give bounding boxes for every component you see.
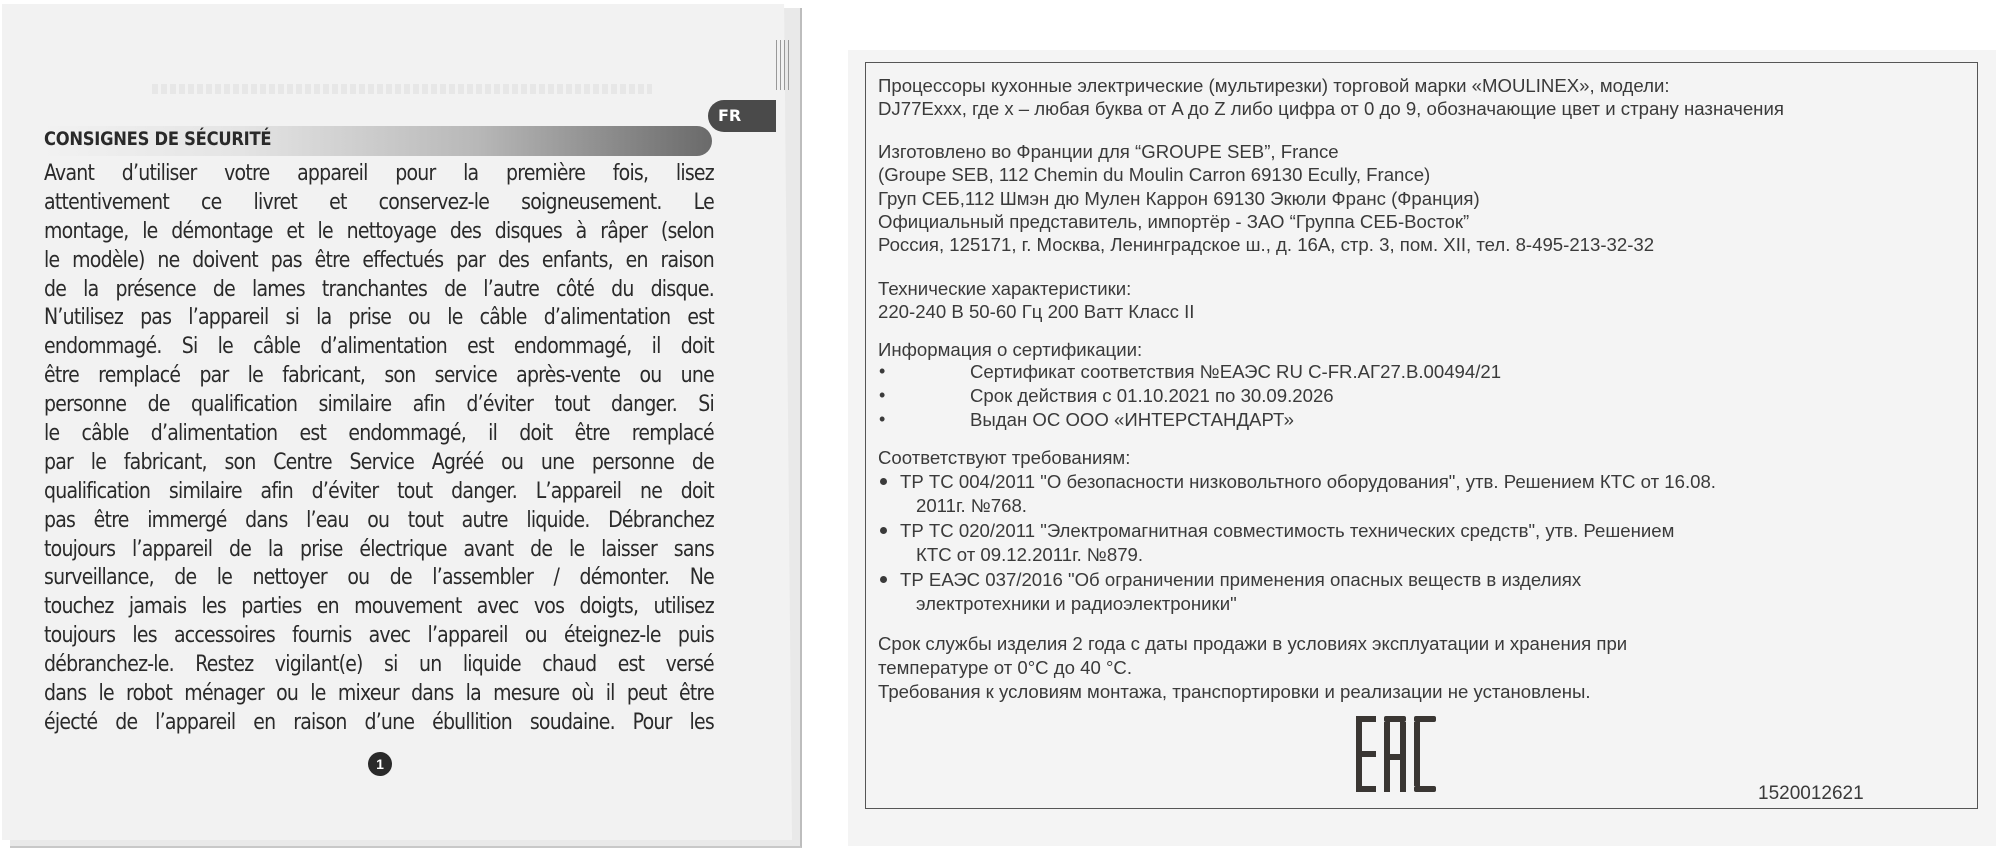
safety-text-line: toujours l’appareil de la prise électrique avant de le laisser sans <box>44 536 714 562</box>
service-life-line: Требования к условиям монтажа, транспортировки и реализации не установлены. <box>878 681 1591 702</box>
safety-text-line: par le fabricant, son Centre Service Agréé ou une personne de <box>44 449 714 475</box>
safety-text-line: surveillance, de le nettoyer ou de l’assembler / démonter. Ne <box>44 565 714 591</box>
bullet-mark: • <box>879 409 886 429</box>
manufacturer-line: (Groupe SEB, 112 Chemin du Moulin Carron 69130 Ecully, France) <box>878 164 1431 185</box>
eac-logo-a <box>1384 716 1406 792</box>
page-edges <box>776 40 790 90</box>
req-item-line: КТС от 09.12.2011г. №879. <box>916 544 1144 565</box>
safety-text-line: montage, le démontage et le nettoyage des disques à râper (selon <box>44 218 714 244</box>
safety-text-line: le modèle) ne doivent pas être effectués par des enfants, en raison <box>44 247 714 273</box>
page-number: 1 <box>368 752 392 776</box>
tech-heading: Технические характеристики: <box>878 278 1132 299</box>
section-title: CONSIGNES DE SÉCURITÉ <box>44 128 272 150</box>
language-tab: FR <box>708 100 776 132</box>
req-item-line: электротехники и радиоэлектроники" <box>916 593 1237 614</box>
cert-item: Выдан ОС ООО «ИНТЕРСТАНДАРТ» <box>970 409 1294 430</box>
req-heading: Соответствуют требованиям: <box>878 447 1131 468</box>
manufacturer-line: Официальный представитель, импортёр - ЗАО “Группа СЕБ-Восток” <box>878 211 1470 232</box>
req-item-line: ТР ТС 004/2011 "О безопасности низковольтного оборудования", утв. Решением КТС от 16.08. <box>900 471 1716 492</box>
safety-text-line: qualification similaire afin d’éviter tout danger. L’appareil ne doit <box>44 478 714 504</box>
safety-text-line: attentivement ce livret et conservez-le soigneusement. Le <box>44 189 714 215</box>
safety-text <box>44 160 714 738</box>
bullet-dot <box>880 527 887 534</box>
safety-text-line: débranchez-le. Restez vigilant(e) si un liquide chaud est versé <box>44 652 714 678</box>
safety-text-line: pas être immergé dans l’eau ou tout autre liquide. Débranchez <box>44 507 714 533</box>
safety-text-line: personne de qualification similaire afin d’éviter tout danger. Si <box>44 392 714 418</box>
cert-item: Сертификат соответствия №ЕАЭС RU C-FR.АГ27.В.00494/21 <box>970 361 1502 382</box>
safety-text-line: Avant d’utiliser votre appareil pour la première fois, lisez <box>44 161 714 186</box>
safety-text-line: N’utilisez pas l’appareil si la prise ou le câble d’alimentation est <box>44 305 714 331</box>
safety-text-line: dans le robot ménager ou le mixeur dans la mesure où il peut être <box>44 681 714 707</box>
eac-logo-c <box>1414 716 1436 792</box>
bullet-mark: • <box>879 361 886 381</box>
service-life-line: Срок службы изделия 2 года с даты продажи в условиях эксплуатации и хранения при <box>878 633 1628 654</box>
req-item-line: ТР ТС 020/2011 "Электромагнитная совместимость технических средств", утв. Решением <box>900 520 1675 541</box>
req-item-line: 2011г. №768. <box>916 495 1027 516</box>
serial-number: 1520012621 <box>1758 783 1864 804</box>
booklet-left-page <box>0 0 800 846</box>
safety-text-line: endommagé. Si le câble d’alimentation est endommagé, il doit <box>44 334 714 360</box>
eac-logo-e <box>1356 716 1376 792</box>
eac-logo <box>1352 714 1442 794</box>
safety-text-line: éjecté de l’appareil en raison d’une ébullition soudaine. Pour les <box>44 709 714 735</box>
safety-text-line: touchez jamais les parties en mouvement avec vos doigts, utilisez <box>44 594 714 620</box>
safety-text-line: être remplacé par le fabricant, son service après-vente ou une <box>44 363 714 389</box>
bullet-mark: • <box>879 385 886 405</box>
intro-line: Процессоры кухонные электрические (мультирезки) торговой марки «MOULINEX», модели: <box>878 75 1670 96</box>
cert-item: Срок действия с 01.10.2021 по 30.09.2026 <box>970 385 1334 406</box>
bullet-dot <box>880 576 887 583</box>
cert-heading: Информация о сертификации: <box>878 339 1143 360</box>
manufacturer-line: Груп СЕБ,112 Шмэн дю Мулен Каррон 69130 Экюли Франс (Франция) <box>878 188 1480 209</box>
intro-line: DJ77Exxx, где x – любая буква от A до Z либо цифра от 0 до 9, обозначающие цвет и страну назначения <box>878 98 1784 119</box>
safety-text-line: toujours les accessoires fournis avec l’appareil ou éteignez-le puis <box>44 623 714 649</box>
manufacturer-line: Изготовлено во Франции для “GROUPE SEB”, France <box>878 141 1339 162</box>
safety-text-line: le câble d’alimentation est endommagé, il doit être remplacé <box>44 421 714 447</box>
req-item-line: ТР ЕАЭС 037/2016 "Об ограничении применения опасных веществ в изделиях <box>900 569 1582 590</box>
bullet-dot <box>880 478 887 485</box>
manufacturer-line: Россия, 125171, г. Москва, Ленинградское ш., д. 16А, стр. 3, пом. XII, тел. 8-495-213-32-32 <box>878 234 1655 255</box>
tech-value: 220-240 В 50-60 Гц 200 Ватт Класс II <box>878 301 1195 322</box>
service-life-line: температуре от 0°С до 40 °С. <box>878 657 1132 678</box>
safety-text-line: de la présence de lames tranchantes de l’autre côté du disque. <box>44 276 714 302</box>
bleed-through-text <box>152 84 652 94</box>
